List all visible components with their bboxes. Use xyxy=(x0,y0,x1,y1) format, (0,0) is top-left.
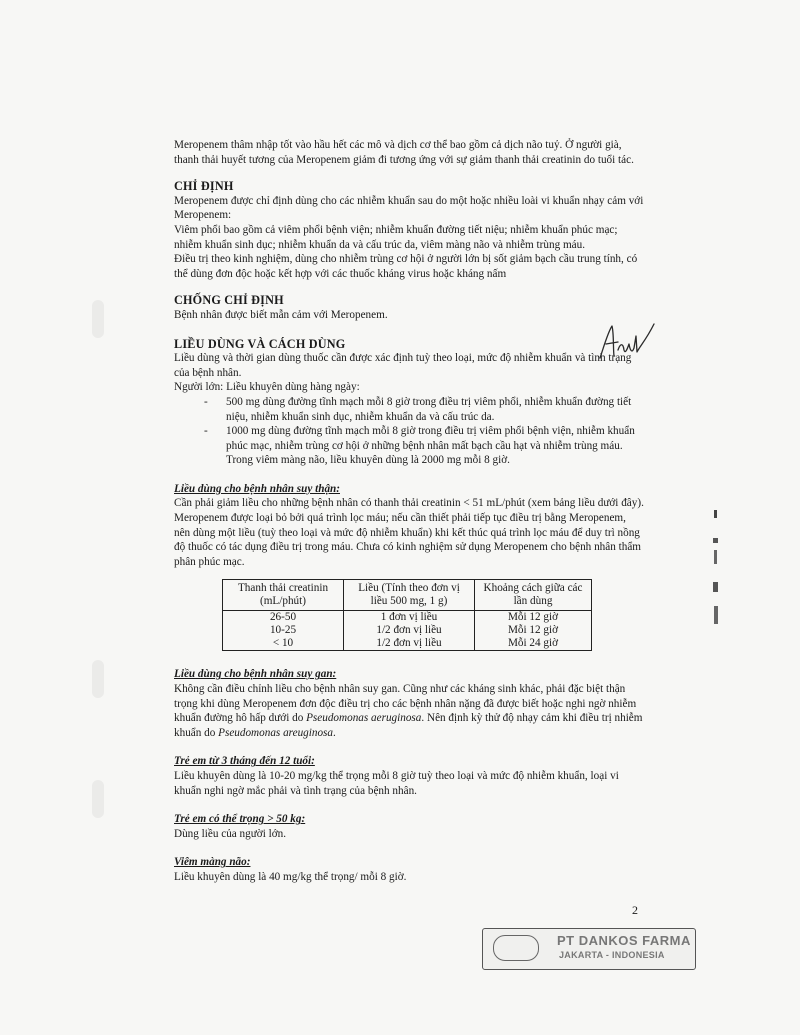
subsection-heading: Trẻ em có thể trọng > 50 kg: xyxy=(174,813,306,826)
table-cell: Mỗi 24 giờ xyxy=(475,637,592,651)
table-row xyxy=(223,624,592,637)
subsection-heading: Liều dùng cho bệnh nhân suy gan: xyxy=(174,668,337,681)
table-cell: 1/2 đơn vị liều xyxy=(344,637,475,651)
meningitis-section xyxy=(174,855,644,884)
adult-dose-list xyxy=(204,395,644,468)
paragraph xyxy=(174,682,644,740)
subsection-heading: Viêm màng não: xyxy=(174,856,251,869)
hepatic-section xyxy=(174,667,644,740)
children-section xyxy=(174,754,644,798)
table-cell: 10-25 xyxy=(223,624,344,637)
paragraph: Cần phải giảm liều cho những bệnh nhân có thanh thải creatinin < 51 mL/phút (xem bảng liều dưới đây). Meropenem được loại bỏ bởi quá trình lọc máu; nếu cần thiết phải tiếp tục điều trị bằng Meropenem, nên dùng một liều (tuỳ theo loại và mức độ nhiễm khuẩn) khi kết thúc quá trình lọc máu để duy trì nồng độ thuốc có tác dụng điều trị trong máu. Chưa có kinh nghiệm sử dụng Meropenem cho bệnh nhân thẩm phân phúc mạc. xyxy=(174,497,644,568)
paragraph: Viêm phổi bao gồm cả viêm phổi bệnh viện; nhiễm khuẩn đường tiết niệu; nhiễm khuẩn phúc mạc; nhiễm khuẩn sinh dục; nhiễm khuẩn da và cấu trúc da, viêm màng não và nhiễm trùng máu. xyxy=(174,223,618,251)
section-heading: CHỈ ĐỊNH xyxy=(174,179,234,194)
table-header: Liều (Tính theo đơn vị liều 500 mg, 1 g) xyxy=(344,580,475,611)
section-heading: CHỐNG CHỈ ĐỊNH xyxy=(174,293,284,308)
table-cell: 26-50 xyxy=(223,611,344,625)
company-stamp xyxy=(482,928,696,970)
intro-paragraph: Meropenem thâm nhập tốt vào hầu hết các mô và dịch cơ thể bao gồm cả dịch não tuỷ. Ở người già, thanh thải huyết tương của Meropenem giảm đi tương ứng với sự giảm thanh thải creatinin do tuổi tác. xyxy=(174,139,634,166)
table-cell: 1 đơn vị liều xyxy=(344,611,475,625)
punch-hole-mark xyxy=(92,780,104,818)
stamp-company-name: PT DANKOS FARMA xyxy=(557,933,691,948)
text-run: . Nên định kỳ thử độ nhạy cảm khi điều trị nhiễm khuẩn do xyxy=(174,712,643,739)
list-item: - 500 mg dùng đường tĩnh mạch mỗi 8 giờ trong điều trị viêm phổi, nhiễm khuẩn đường tiết niệu, nhiễm khuẩn sinh dục, nhiễm khuẩn da và cấu trúc da. xyxy=(204,395,644,424)
contraindications-section xyxy=(174,293,644,322)
text-run: . xyxy=(333,726,336,739)
signature-mark xyxy=(596,320,660,366)
paragraph: Điều trị theo kinh nghiệm, dùng cho nhiễm trùng cơ hội ở người lớn bị sốt giảm bạch cầu trung tính, có thể dùng đơn độc hoặc kết hợp với các thuốc kháng virus hoặc kháng nấm xyxy=(174,253,638,280)
paragraph: Meropenem được chỉ định dùng cho các nhiễm khuẩn sau do một hoặc nhiều loài vi khuẩn nhạy cảm với Meropenem: xyxy=(174,194,644,222)
table-cell: Mỗi 12 giờ xyxy=(475,624,592,637)
page-number: 2 xyxy=(632,903,638,917)
renal-dose-table xyxy=(222,579,592,651)
table-row xyxy=(223,637,592,651)
subsection-heading: Trẻ em từ 3 tháng đến 12 tuổi: xyxy=(174,755,315,768)
organism-name: Pseudomonas areuginosa xyxy=(218,726,333,739)
stamp-logo-icon xyxy=(493,935,539,961)
stamp-city: JAKARTA - INDONESIA xyxy=(559,950,665,960)
table-row xyxy=(223,611,592,625)
list-item: - 1000 mg dùng đường tĩnh mạch mỗi 8 giờ trong điều trị viêm phổi bệnh viện, nhiễm khuẩn phúc mạc, nhiễm trùng cơ hội ở những bệnh nhân mất bạch cầu hạt và nhiễm trùng máu. Trong viêm màng não, liều khuyên dùng là 2000 mg mỗi 8 giờ. xyxy=(204,424,644,468)
paragraph: Liều khuyên dùng là 40 mg/kg thể trọng/ mỗi 8 giờ. xyxy=(174,870,407,883)
punch-hole-mark xyxy=(92,300,104,338)
paragraph: Liều dùng và thời gian dùng thuốc cần được xác định tuỳ theo loại, mức độ nhiễm khuẩn và tình trạng của bệnh nhân. xyxy=(174,352,632,379)
indications-section xyxy=(174,179,644,281)
document-body xyxy=(174,138,644,885)
section-heading: LIỀU DÙNG VÀ CÁCH DÙNG xyxy=(174,336,346,351)
table-header: Khoảng cách giữa các lần dùng xyxy=(475,580,592,611)
table-header-row xyxy=(223,580,592,611)
punch-hole-mark xyxy=(92,660,104,698)
table-cell: < 10 xyxy=(223,637,344,651)
renal-section xyxy=(174,482,644,652)
paragraph: Liều khuyên dùng là 10-20 mg/kg thể trọng mỗi 8 giờ tuỳ theo loại và mức độ nhiễm khuẩn, loại vi khuẩn nghi ngờ mắc phải và tình trạng của bệnh nhân. xyxy=(174,770,619,797)
table-cell: Mỗi 12 giờ xyxy=(475,611,592,625)
subsection-heading: Liều dùng cho bệnh nhân suy thận: xyxy=(174,482,340,495)
dosage-section xyxy=(174,337,644,468)
margin-scan-marks xyxy=(706,510,724,640)
organism-name: Pseudomonas aeruginosa xyxy=(306,712,422,725)
text-run: Không cần điều chỉnh liều cho bệnh nhân suy gan. Cũng như các kháng sinh khác, phải đặc biệt thận trọng khi dùng Meropenem đơn độc điều trị cho các bệnh nhân nặng đã được biết hoặc nghi ngờ nhiễm khuẩn đường hô hấp dưới do xyxy=(174,683,637,725)
heavy-children-section xyxy=(174,812,644,841)
paragraph: Người lớn: Liều khuyên dùng hàng ngày: xyxy=(174,381,360,394)
table-cell: 1/2 đơn vị liều xyxy=(344,624,475,637)
paragraph: Bệnh nhân được biết mẫn cảm với Meropenem. xyxy=(174,308,388,321)
paragraph: Dùng liều của người lớn. xyxy=(174,827,287,840)
table-header: Thanh thải creatinin (mL/phút) xyxy=(223,580,344,611)
